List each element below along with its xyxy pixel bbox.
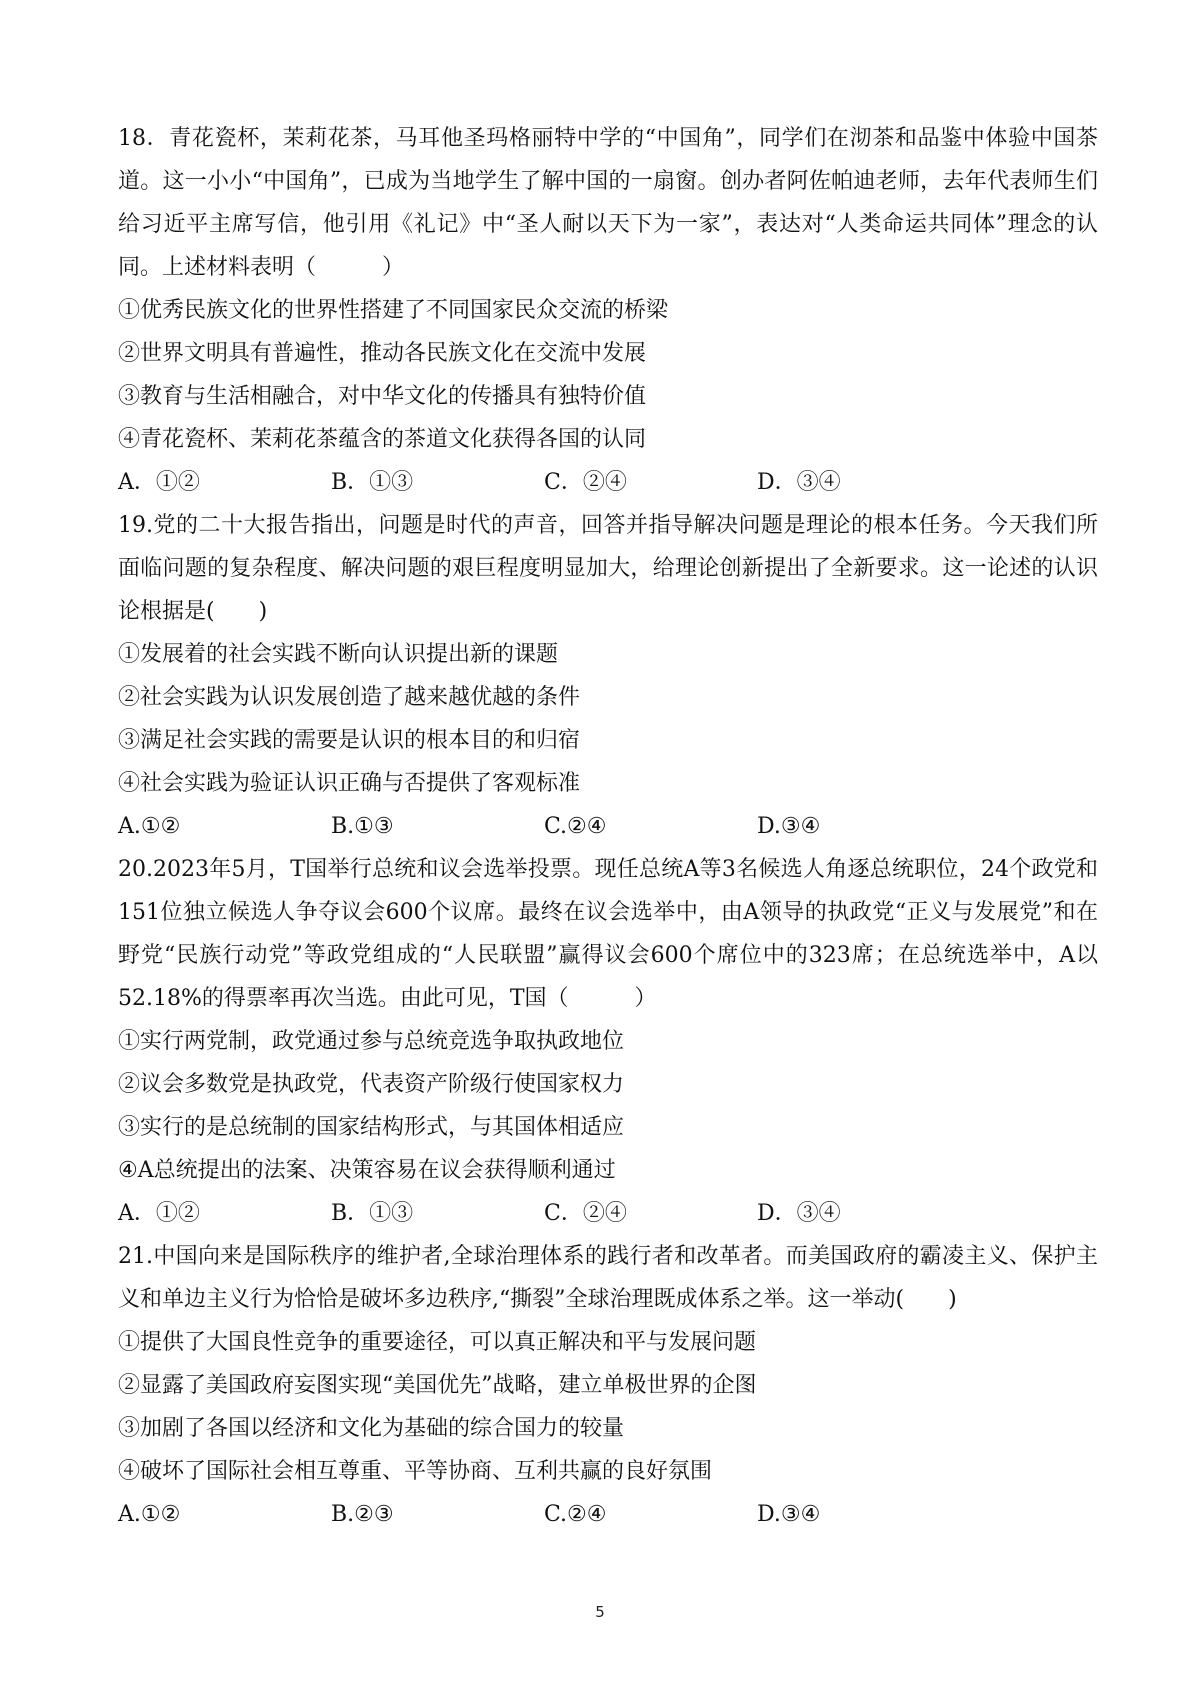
choice-d[interactable]: D．③④ xyxy=(757,470,841,495)
choice-a[interactable]: A.①② xyxy=(118,1502,181,1527)
statement-option: ②议会多数党是执政党，代表资产阶级行使国家权力 xyxy=(118,1072,625,1097)
statement-option: ②世界文明具有普遍性，推动各民族文化在交流中发展 xyxy=(118,341,647,366)
statement-option: ④破坏了国际社会相互尊重、平等协商、互利共赢的良好氛围 xyxy=(118,1459,713,1484)
statement-option: ②显露了美国政府妄图实现“美国优先”战略，建立单极世界的企图 xyxy=(118,1373,757,1398)
choice-d[interactable]: D.③④ xyxy=(757,814,821,839)
statement-option: ④社会实践为验证认识正确与否提供了客观标准 xyxy=(118,771,581,796)
statement-option: ③教育与生活相融合，对中华文化的传播具有独特价值 xyxy=(118,384,647,409)
choice-a[interactable]: A．①② xyxy=(118,470,200,495)
statement-option: ①实行两党制，政党通过参与总统竞选争取执政地位 xyxy=(118,1029,625,1054)
question-18 xyxy=(118,117,1098,504)
answer-choices xyxy=(118,1493,1098,1536)
question-stem: 19.党的二十大报告指出，问题是时代的声音，回答并指导解决问题是理论的根本任务。今天我们所面临问题的复杂程度、解决问题的艰巨程度明显加大，给理论创新提出了全新要求。这一论述的认识论根据是( ) xyxy=(118,513,1098,624)
choice-b[interactable]: B.①③ xyxy=(331,814,394,839)
choice-c[interactable]: C．②④ xyxy=(544,470,627,495)
choice-a[interactable]: A．①② xyxy=(118,1201,200,1226)
choice-d[interactable]: D.③④ xyxy=(757,1502,821,1527)
question-stem: 21.中国向来是国际秩序的维护者,全球治理体系的践行者和改革者。而美国政府的霸凌主义、保护主义和单边主义行为恰恰是破坏多边秩序,“撕裂”全球治理既成体系之举。这一举动( ) xyxy=(118,1244,1098,1312)
question-21 xyxy=(118,1235,1098,1536)
answer-choices xyxy=(118,1192,1098,1235)
choice-b[interactable]: B．①③ xyxy=(331,1201,414,1226)
statement-option: ①发展着的社会实践不断向认识提出新的课题 xyxy=(118,642,559,667)
question-stem: 20.2023年5月，T国举行总统和议会选举投票。现任总统A等3名候选人角逐总统职位，24个政党和151位独立候选人争夺议会600个议席。最终在议会选举中，由A领导的执政党“正义与发展党”和在野党“民族行动党”等政党组成的“人民联盟”赢得议会600个席位中的323席；在总统选举中，A以52.18%的得票率再次当选。由此可见，T国（ ） xyxy=(118,857,1098,1011)
choice-c[interactable]: C.②④ xyxy=(544,814,607,839)
statement-option: ③加剧了各国以经济和文化为基础的综合国力的较量 xyxy=(118,1416,625,1441)
choice-b[interactable]: B.②③ xyxy=(331,1502,394,1527)
choice-a[interactable]: A.①② xyxy=(118,814,181,839)
choice-c[interactable]: C．②④ xyxy=(544,1201,627,1226)
choice-c[interactable]: C.②④ xyxy=(544,1502,607,1527)
answer-choices xyxy=(118,461,1098,504)
question-19 xyxy=(118,504,1098,848)
questions-container xyxy=(118,117,1098,1536)
statement-option: ④青花瓷杯、茉莉花茶蕴含的茶道文化获得各国的认同 xyxy=(118,427,647,452)
statement-option: ③满足社会实践的需要是认识的根本目的和归宿 xyxy=(118,728,581,753)
question-20 xyxy=(118,848,1098,1235)
answer-choices xyxy=(118,805,1098,848)
statement-option: ④A总统提出的法案、决策容易在议会获得顺利通过 xyxy=(118,1158,616,1183)
statement-option: ②社会实践为认识发展创造了越来越优越的条件 xyxy=(118,685,581,710)
choice-b[interactable]: B．①③ xyxy=(331,470,414,495)
statement-option: ③实行的是总统制的国家结构形式，与其国体相适应 xyxy=(118,1115,625,1140)
statement-option: ①提供了大国良性竞争的重要途径，可以真正解决和平与发展问题 xyxy=(118,1330,757,1355)
choice-d[interactable]: D．③④ xyxy=(757,1201,841,1226)
page-number: 5 xyxy=(595,1603,605,1621)
statement-option: ①优秀民族文化的世界性搭建了不同国家民众交流的桥梁 xyxy=(118,298,669,323)
question-stem: 18．青花瓷杯，茉莉花茶，马耳他圣玛格丽特中学的“中国角”，同学们在沏茶和品鉴中体验中国茶道。这一小小“中国角”，已成为当地学生了解中国的一扇窗。创办者阿佐帕迪老师，去年代表师生们给习近平主席写信，他引用《礼记》中“圣人耐以天下为一家”，表达对“人类命运共同体”理念的认同。上述材料表明（ ） xyxy=(118,126,1098,280)
